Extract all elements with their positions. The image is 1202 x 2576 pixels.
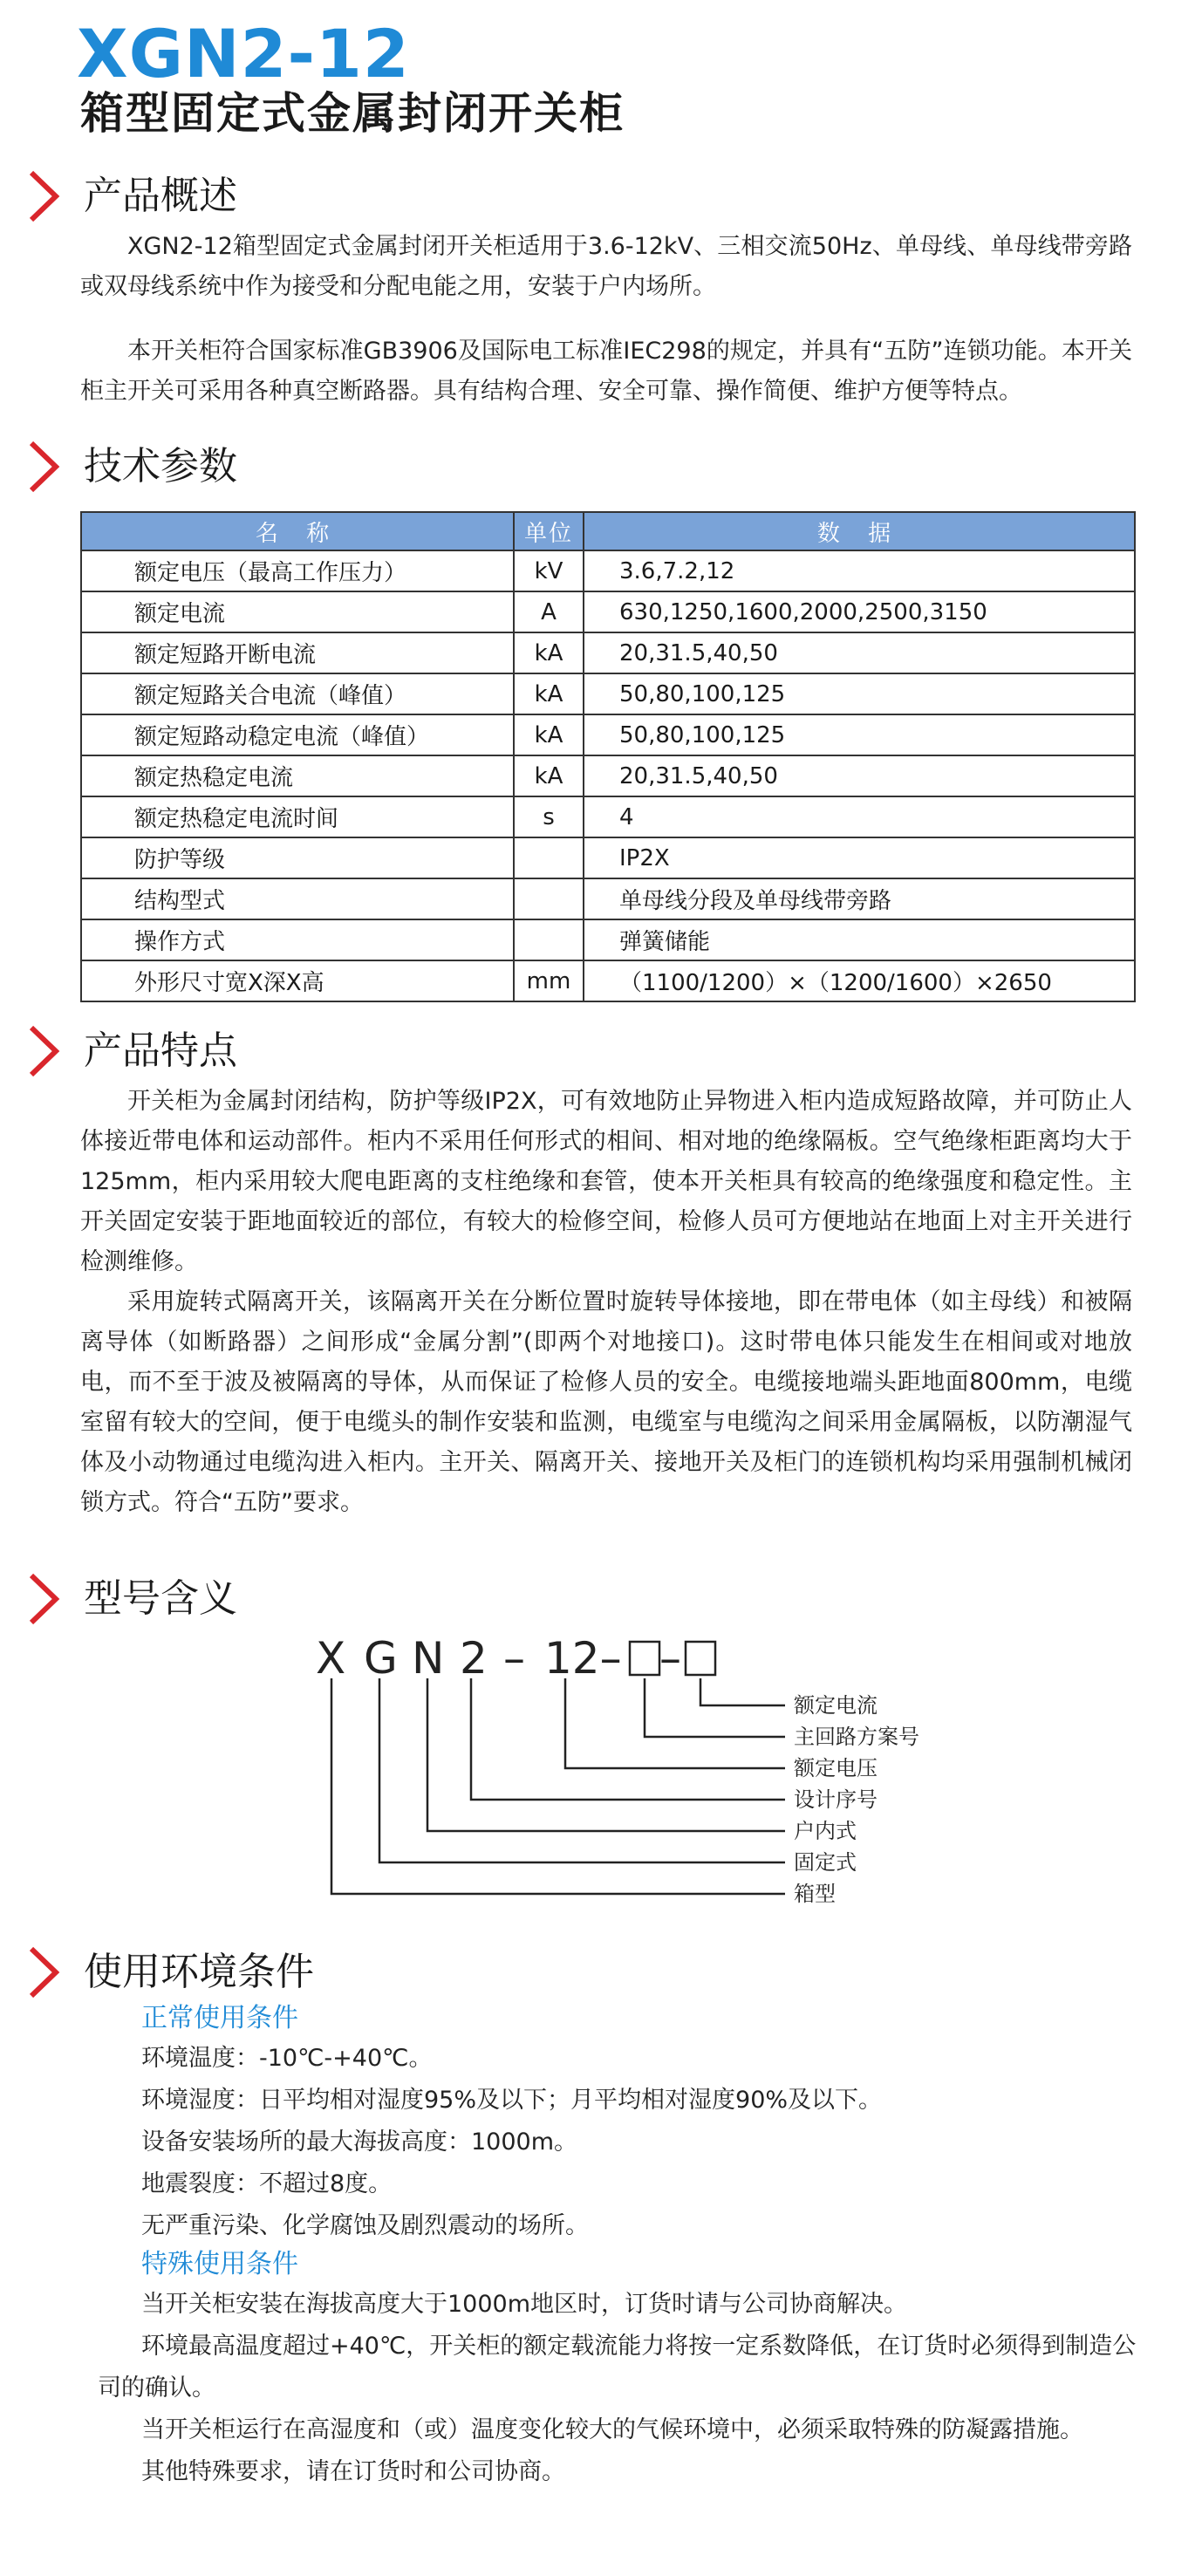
features-paragraph-1: 开关柜为金属封闭结构，防护等级IP2X，可有效地防止异物进入柜内造成短路故障，并可防止人体接近带电体和运动部件。柜内不采用任何形式的相间、相对地的绝缘隔板。空气绝缘柜距离均大于125mm，柜内采用较大爬电距离的支柱绝缘和套管，使本开关柜具有较高的绝缘强度和稳定性。主开关固定安装于距地面较近的部位，有较大的检修空间，检修人员可方便地站在地面上对主开关进行检测维修。 [80, 1088, 1132, 1275]
cell-name: 额定短路动稳定电流（峰值） [81, 714, 514, 755]
code-char: 12– [544, 1633, 622, 1684]
table-row [81, 878, 1135, 919]
cell-unit: mm [514, 960, 584, 1001]
table-row [81, 673, 1135, 714]
cell-value: 3.6,7.2,12 [584, 550, 1135, 591]
cell-value: 单母线分段及单母线带旁路 [584, 878, 1135, 919]
cell-name: 外形尺寸宽X深X高 [81, 960, 514, 1001]
table-row [81, 960, 1135, 1001]
model-label: 箱型 [794, 1882, 836, 1906]
product-model-title: XGN2-12 [77, 15, 410, 92]
cell-name: 结构型式 [81, 878, 514, 919]
normal-condition-item: 环境湿度：日平均相对湿度95%及以下；月平均相对湿度90%及以下。 [141, 2087, 883, 2114]
code-char: X [316, 1633, 346, 1684]
cell-unit: A [514, 591, 584, 632]
table-row [81, 591, 1135, 632]
section-overview-header [24, 167, 237, 225]
cell-unit: kA [514, 673, 584, 714]
model-label: 额定电流 [794, 1693, 878, 1718]
overview-paragraph-1: XGN2-12箱型固定式金属封闭开关柜适用于3.6-12kV、三相交流50Hz、单母线、单母线带旁路或双母线系统中作为接受和分配电能之用，安装于户内场所。 [80, 233, 1132, 300]
table-row [81, 919, 1135, 960]
cell-unit: kA [514, 755, 584, 796]
cell-name: 额定热稳定电流时间 [81, 796, 514, 837]
cell-value: 630,1250,1600,2000,2500,3150 [584, 591, 1135, 632]
normal-condition-item: 无严重污染、化学腐蚀及剧烈震动的场所。 [141, 2212, 589, 2239]
spec-table-header-row [81, 512, 1135, 550]
section-title: 使用环境条件 [84, 1950, 314, 1994]
model-label: 主回路方案号 [794, 1725, 919, 1749]
column-header-data: 数 据 [584, 512, 1135, 550]
cell-unit [514, 919, 584, 960]
section-specs-header [24, 438, 237, 495]
model-code-diagram [0, 1623, 1202, 1937]
chevron-right-icon [24, 438, 63, 495]
code-char: G [364, 1633, 398, 1684]
section-title: 型号含义 [84, 1576, 237, 1621]
cell-name: 操作方式 [81, 919, 514, 960]
column-header-unit: 单位 [514, 512, 584, 550]
special-condition-item: 当开关柜安装在海拔高度大于1000m地区时，订货时请与公司协商解决。 [141, 2291, 908, 2318]
chevron-right-icon [24, 167, 63, 225]
normal-condition-item: 设备安装场所的最大海拔高度：1000m。 [141, 2128, 578, 2156]
cell-value: 20,31.5,40,50 [584, 755, 1135, 796]
model-label: 设计序号 [794, 1787, 878, 1812]
special-condition-item: 环境最高温度超过+40℃，开关柜的额定载流能力将按一定系数降低，在订货时必须得到制造公司的确认。 [98, 2333, 1137, 2402]
features-paragraph-2: 采用旋转式隔离开关，该隔离开关在分断位置时旋转导体接地，即在带电体（如主母线）和被隔离导体（如断路器）之间形成“金属分割”(即两个对地接口)。这时带电体只能发生在相间或对地放电，而不至于波及被隔离的导体，从而保证了检修人员的安全。电缆接地端头距地面800mm，电缆室留有较大的空间，便于电缆头的制作安装和监测，电缆室与电缆沟之间采用金属隔板，以防潮湿气体及小动物通过电缆沟进入柜内。主开关、隔离开关、接地开关及柜门的连锁机构均采用强制机械闭锁方式。符合“五防”要求。 [80, 1288, 1132, 1516]
normal-condition-item: 地震裂度：不超过8度。 [141, 2170, 393, 2197]
cell-value: 4 [584, 796, 1135, 837]
code-char: – [503, 1633, 525, 1684]
cell-name: 防护等级 [81, 837, 514, 878]
model-label: 户内式 [794, 1819, 857, 1843]
normal-condition-item: 环境温度：-10℃-+40℃。 [141, 2045, 433, 2072]
special-condition-item: 其他特殊要求，请在订货时和公司协商。 [141, 2458, 565, 2485]
cell-name: 额定短路开断电流 [81, 632, 514, 673]
table-row [81, 837, 1135, 878]
cell-value: 20,31.5,40,50 [584, 632, 1135, 673]
model-label: 固定式 [794, 1850, 857, 1875]
cell-name: 额定电压（最高工作压力） [81, 550, 514, 591]
cell-unit [514, 837, 584, 878]
spec-table [80, 511, 1136, 1002]
cell-value: 50,80,100,125 [584, 673, 1135, 714]
column-header-name: 名 称 [81, 512, 514, 550]
section-title: 产品概述 [84, 174, 237, 218]
section-title: 技术参数 [84, 444, 237, 489]
cell-value: 弹簧储能 [584, 919, 1135, 960]
cell-name: 额定短路关合电流（峰值） [81, 673, 514, 714]
cell-unit: kA [514, 632, 584, 673]
normal-conditions-title: 正常使用条件 [141, 2003, 298, 2033]
cell-value: IP2X [584, 837, 1135, 878]
chevron-right-icon [24, 1944, 63, 2001]
chevron-right-icon [24, 1570, 63, 1628]
cell-unit: kA [514, 714, 584, 755]
cell-value: （1100/1200）×（1200/1600）×2650 [584, 960, 1135, 1001]
cell-value: 50,80,100,125 [584, 714, 1135, 755]
placeholder-box [686, 1642, 715, 1675]
cell-unit: kV [514, 550, 584, 591]
cell-unit: s [514, 796, 584, 837]
cell-name: 额定电流 [81, 591, 514, 632]
table-row [81, 550, 1135, 591]
section-title: 产品特点 [84, 1028, 237, 1073]
chevron-right-icon [24, 1022, 63, 1080]
table-row [81, 632, 1135, 673]
section-environment-header [24, 1944, 314, 2001]
special-conditions-title: 特殊使用条件 [141, 2249, 298, 2279]
product-name-title: 箱型固定式金属封闭开关柜 [80, 88, 625, 139]
section-model-header [24, 1570, 237, 1628]
overview-paragraph-2: 本开关柜符合国家标准GB3906及国际电工标准IEC298的规定，并具有“五防”连锁功能。本开关柜主开关可采用各种真空断路器。具有结构合理、安全可靠、操作简便、维护方便等特点。 [80, 338, 1132, 405]
placeholder-box [630, 1642, 659, 1675]
code-char: 2 [460, 1633, 488, 1684]
model-label: 额定电压 [794, 1756, 878, 1780]
code-char: N [412, 1633, 445, 1684]
table-row [81, 796, 1135, 837]
table-row [81, 714, 1135, 755]
section-features-header [24, 1022, 237, 1080]
cell-unit [514, 878, 584, 919]
cell-name: 额定热稳定电流 [81, 755, 514, 796]
code-char: – [659, 1633, 681, 1684]
table-row [81, 755, 1135, 796]
special-condition-item: 当开关柜运行在高湿度和（或）温度变化较大的气候环境中，必须采取特殊的防凝露措施。 [141, 2416, 1083, 2443]
